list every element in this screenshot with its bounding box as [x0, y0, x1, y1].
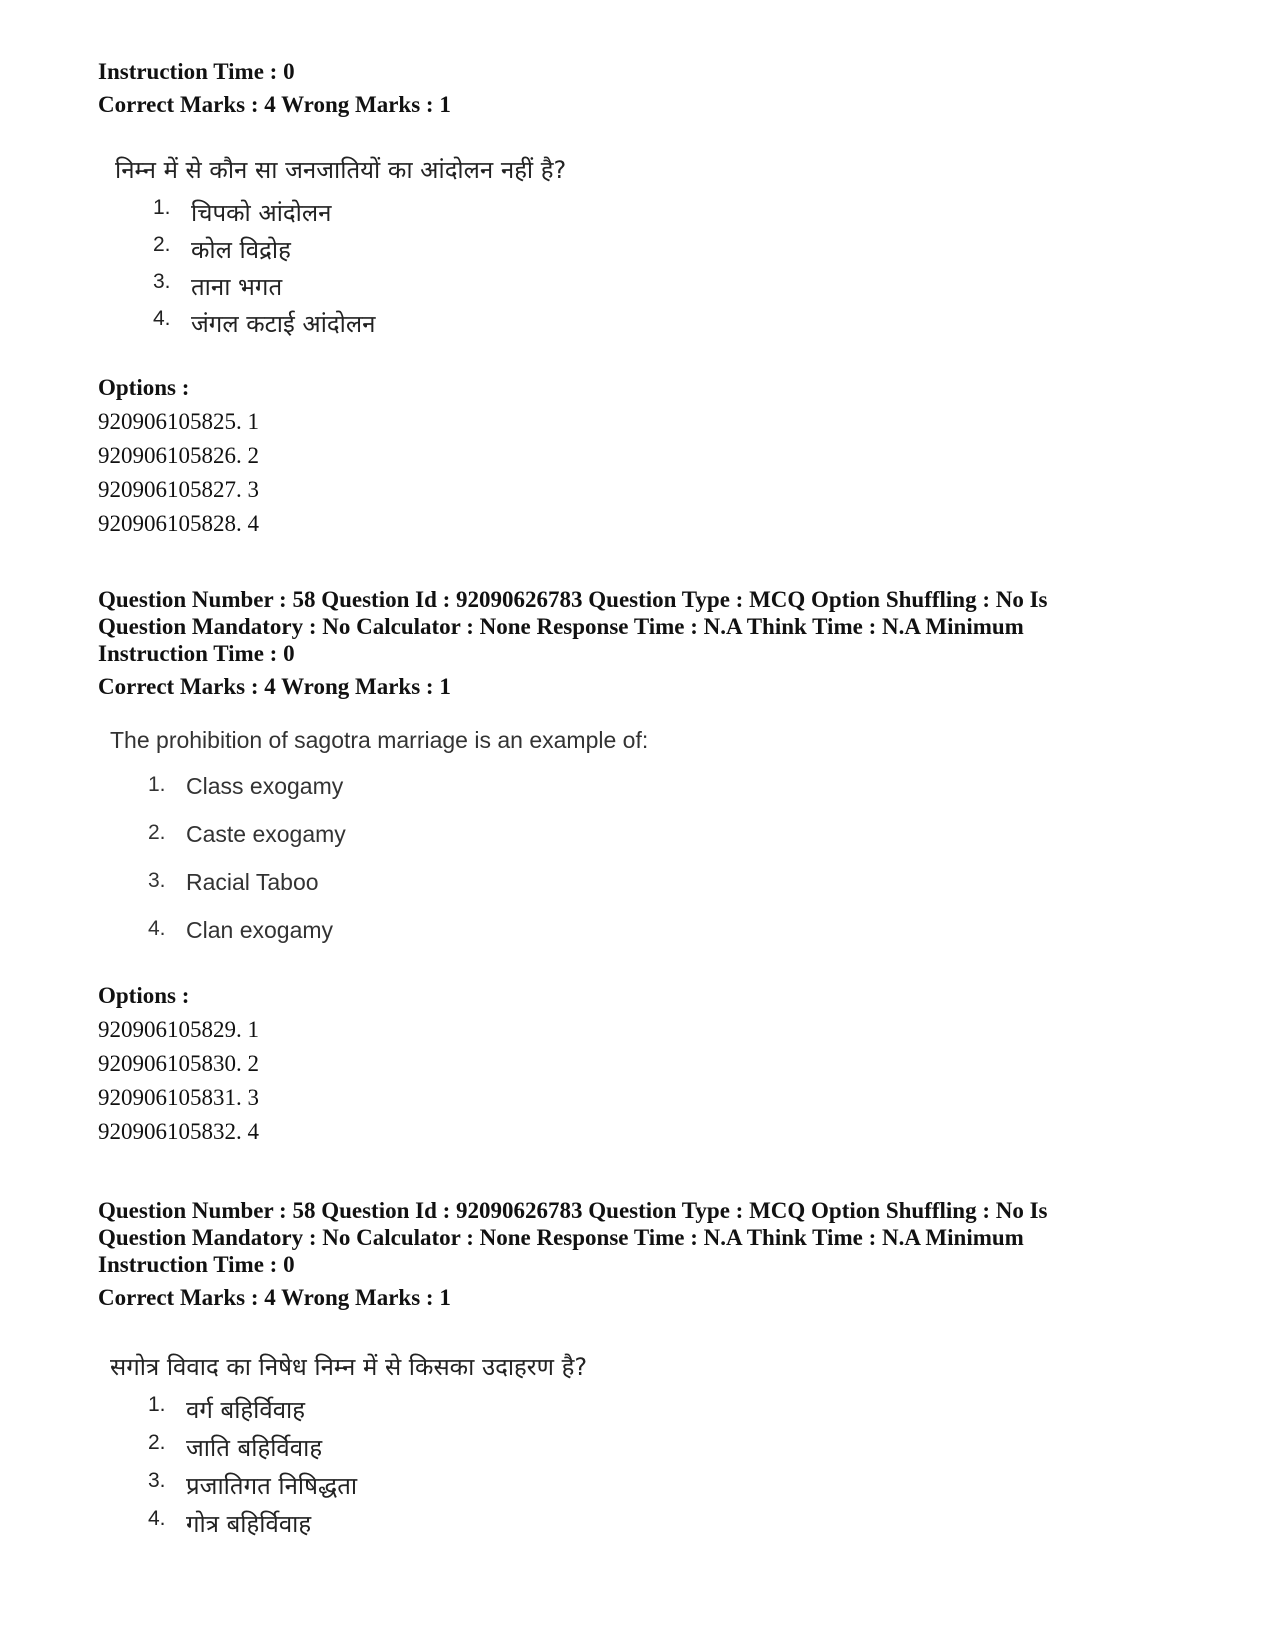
marks-line: Correct Marks : 4 Wrong Marks : 1	[98, 674, 451, 699]
choice-item	[153, 233, 375, 270]
choice-number: 4.	[148, 917, 166, 940]
option-id: 920906105825. 1	[98, 409, 259, 434]
options-label: Options :	[98, 983, 190, 1008]
q57-meta	[98, 58, 1208, 118]
choice-number: 4.	[148, 1507, 166, 1530]
choice-item	[153, 307, 375, 344]
question-choices	[148, 1393, 357, 1545]
choice-number: 3.	[153, 270, 171, 293]
choice-item	[148, 869, 346, 917]
question-text: The prohibition of sagotra marriage is an example of:	[110, 727, 649, 753]
choice-number: 1.	[153, 196, 171, 219]
question-header-line1: Question Number : 58 Question Id : 92090626783 Question Type : MCQ Option Shuffling : No Is	[98, 1198, 1048, 1223]
choice-item	[153, 196, 375, 233]
choice-text: प्रजातिगत निषिद्धता	[186, 1472, 358, 1500]
choice-number: 2.	[148, 821, 166, 844]
choice-item	[148, 773, 346, 821]
option-id: 920906105831. 3	[98, 1085, 259, 1110]
marks-line: Correct Marks : 4 Wrong Marks : 1	[98, 1285, 451, 1310]
question-choices	[148, 773, 346, 965]
choice-item	[148, 821, 346, 869]
instruction-time: Instruction Time : 0	[98, 1252, 295, 1277]
choice-item	[153, 270, 375, 307]
choice-item	[148, 1393, 357, 1431]
options-label: Options :	[98, 375, 190, 400]
question-header-line1: Question Number : 58 Question Id : 92090626783 Question Type : MCQ Option Shuffling : No Is	[98, 587, 1048, 612]
option-id: 920906105830. 2	[98, 1051, 259, 1076]
choice-text: वर्ग बहिर्विवाह	[186, 1396, 306, 1424]
choice-number: 3.	[148, 869, 166, 892]
instruction-time: Instruction Time : 0	[98, 641, 295, 666]
choice-text: चिपको आंदोलन	[191, 199, 332, 227]
choice-number: 1.	[148, 773, 166, 796]
q58-en-meta	[98, 586, 1208, 700]
question-choices	[153, 196, 375, 344]
option-id: 920906105832. 4	[98, 1119, 259, 1144]
choice-item	[148, 1431, 357, 1469]
choice-number: 3.	[148, 1469, 166, 1492]
instruction-time: Instruction Time : 0	[98, 59, 295, 84]
marks-line: Correct Marks : 4 Wrong Marks : 1	[98, 92, 451, 117]
choice-text: Racial Taboo	[186, 869, 319, 895]
question-header-line2: Question Mandatory : No Calculator : None Response Time : N.A Think Time : N.A Minimum	[98, 614, 1024, 639]
choice-item	[148, 917, 346, 965]
choice-text: जाति बहिर्विवाह	[186, 1434, 323, 1462]
choice-text: Caste exogamy	[186, 821, 346, 847]
option-id: 920906105827. 3	[98, 477, 259, 502]
choice-item	[148, 1507, 357, 1545]
choice-text: ताना भगत	[191, 273, 283, 301]
option-id-list	[98, 405, 259, 541]
choice-item	[148, 1469, 357, 1507]
choice-number: 4.	[153, 307, 171, 330]
option-id-list	[98, 1013, 259, 1149]
question-header-line2: Question Mandatory : No Calculator : None Response Time : N.A Think Time : N.A Minimum	[98, 1225, 1024, 1250]
option-id: 920906105826. 2	[98, 443, 259, 468]
choice-text: जंगल कटाई आंदोलन	[191, 310, 376, 338]
question-text: निम्न में से कौन सा जनजातियों का आंदोलन नहीं है?	[115, 156, 567, 184]
option-id: 920906105828. 4	[98, 511, 259, 536]
choice-number: 1.	[148, 1393, 166, 1416]
choice-text: Clan exogamy	[186, 917, 334, 943]
q58-hi-meta	[98, 1197, 1208, 1311]
choice-text: गोत्र बहिर्विवाह	[186, 1510, 312, 1538]
choice-text: Class exogamy	[186, 773, 344, 799]
choice-number: 2.	[153, 233, 171, 256]
choice-text: कोल विद्रोह	[191, 236, 291, 264]
option-id: 920906105829. 1	[98, 1017, 259, 1042]
question-text: सगोत्र विवाद का निषेध निम्न में से किसका उदाहरण है?	[110, 1353, 588, 1381]
choice-number: 2.	[148, 1431, 166, 1454]
